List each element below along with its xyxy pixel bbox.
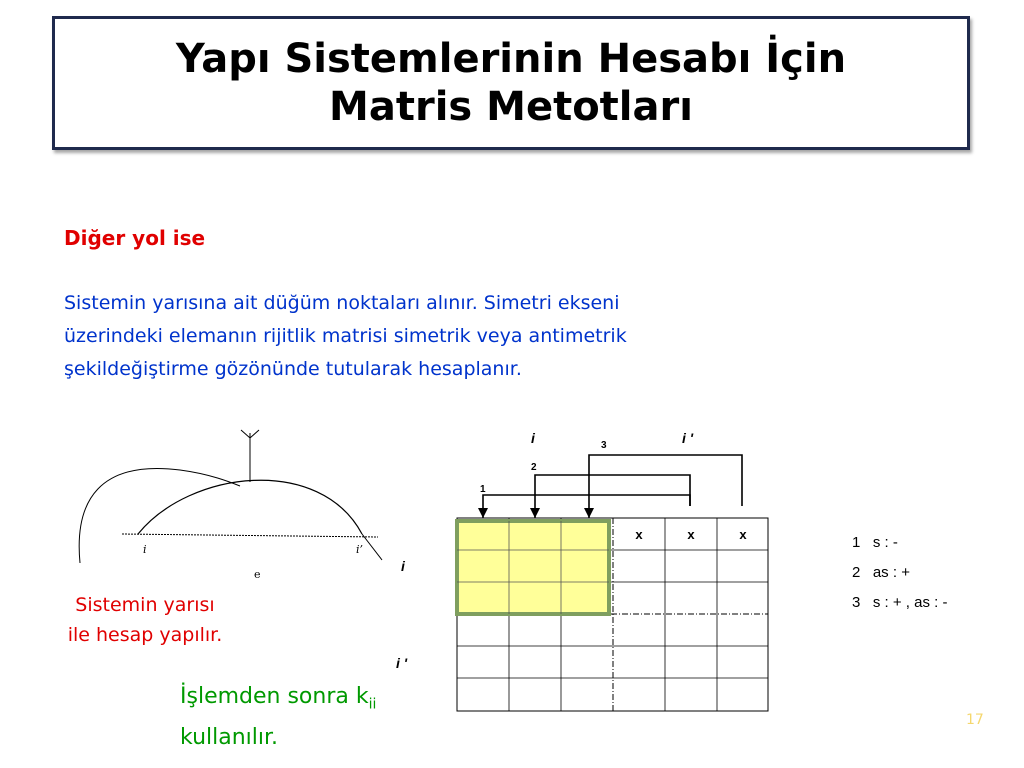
stiffness-matrix [457, 518, 768, 711]
half-system-caption [40, 590, 250, 650]
post-process-caption-line-1 [180, 680, 376, 721]
arch-chord [122, 534, 378, 537]
post-process-caption-line-2: kullanılır. [180, 725, 279, 751]
symmetry-marker-icon [241, 430, 259, 438]
connector-arrowheads [478, 508, 594, 518]
connector-2 [535, 475, 690, 518]
legend-item-3: 3 s : + , as : - [852, 594, 948, 611]
connector-3 [589, 455, 742, 518]
arch-label-i: i [143, 543, 147, 556]
title-line-2: Matris Metotları [329, 84, 693, 130]
body-line-2: üzerindeki elemanın rijitlik matrisi simetrik veya antimetrik [64, 325, 627, 347]
connector-label-2: 2 [531, 462, 537, 473]
connector-1 [483, 495, 690, 518]
arrowhead-2-icon [530, 508, 540, 518]
post-process-caption-text: İşlemden sonra k [180, 684, 369, 709]
matrix-cell-x-1: x [635, 527, 643, 542]
body-line-3: şekildeğiştirme gözönünde tutularak hesaplanır. [64, 358, 522, 380]
matrix-label-i-prime-left: i ' [396, 655, 408, 671]
matrix-connectors [483, 455, 742, 518]
arrowhead-1-icon [478, 508, 488, 518]
title-line-1: Yapı Sistemlerinin Hesabı İçin [175, 36, 847, 82]
matrix-cell-x-3: x [739, 527, 747, 542]
arch-curve [138, 480, 362, 534]
matrix-cell-x-2: x [687, 527, 695, 542]
body-line-1: Sistemin yarısına ait düğüm noktaları alınır. Simetri ekseni [64, 292, 620, 314]
connector-label-3: 3 [601, 440, 607, 451]
arrowhead-3-icon [584, 508, 594, 518]
matrix-label-i-prime-top: i ' [682, 430, 694, 446]
connector-legend [852, 528, 947, 618]
legend-item-2: 2 as : + [852, 564, 910, 581]
right-support-line [362, 534, 382, 560]
half-arch-curve [79, 468, 240, 563]
matrix-label-i-top: i [531, 430, 535, 446]
highlighted-submatrix [457, 521, 609, 614]
matrix-label-i-left: i [401, 558, 405, 574]
connector-label-1: 1 [480, 484, 486, 495]
half-system-caption-line-1: Sistemin yarısı [75, 594, 215, 616]
post-process-caption-subscript: ii [368, 696, 377, 713]
half-system-caption-line-2: ile hesap yapılır. [67, 624, 223, 646]
arch-label-e: e [254, 568, 261, 581]
legend-item-1: 1 s : - [852, 534, 898, 551]
section-heading: Diğer yol ise [64, 226, 206, 250]
post-process-caption [180, 680, 376, 755]
page-number: 17 [966, 712, 984, 728]
arch-label-i-prime: i’ [356, 543, 364, 556]
arch-figure [79, 430, 382, 581]
